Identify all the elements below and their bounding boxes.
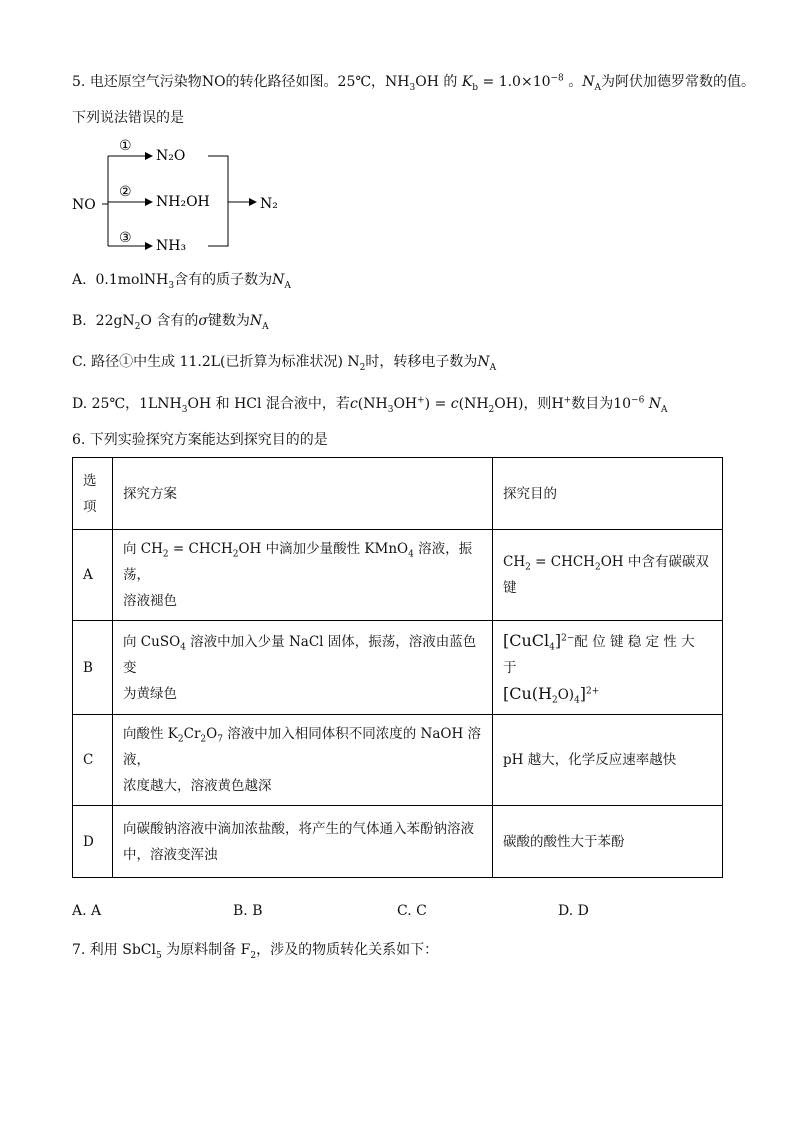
header-scheme: 探究方案 <box>113 458 493 530</box>
q5-option-c: C. 路径①中生成 11.2L(已折算为标准状况) $N_2$时，转移电子数为$N_A$ <box>72 354 497 373</box>
row-scheme: 向 CuSO$_4$ 溶液中加入少量 NaCl 固体，振荡，溶液由蓝色变 为黄绿色 <box>113 621 493 715</box>
row-option: D <box>73 806 113 878</box>
merge-bracket <box>208 156 228 246</box>
product-nh2oh: NH₂OH <box>156 194 210 210</box>
route-1-label: ① <box>119 138 132 154</box>
q6-title: 6. 下列实验探究方案能达到探究目的的是 <box>72 432 328 448</box>
row-purpose: [CuCl$_4$]$^{2-}$配 位 键 稳 定 性 大 于 $[Cu(H_2O)_4]^{2+}$ <box>493 621 723 715</box>
choice-a: A. A <box>72 903 102 919</box>
route-3-label: ③ <box>119 230 132 246</box>
row-scheme: 向 $CH_2$ = $CHCH_2OH$ 中滴加少量酸性 KMnO$_4$ 溶液，振荡， 溶液褪色 <box>113 530 493 621</box>
q5-option-a: A. 0.1molNH$_3$含有的质子数为$N_A$ <box>72 272 291 291</box>
row-purpose: 碳酸的酸性大于苯酚 <box>493 806 723 878</box>
row-purpose: $CH_2$ = $CHCH_2OH$ 中含有碳碳双 键 <box>493 530 723 621</box>
q6-table <box>72 457 723 878</box>
choice-d: D. D <box>558 903 589 919</box>
q5-option-b: B. $22gN_2O$ 含有的σ键数为$N_A$ <box>72 313 269 332</box>
row-scheme: 向酸性 $K_2Cr_2O_7$ 溶液中加入相同体积不同浓度的 NaOH 溶液， 浓度越大，溶液黄色越深 <box>113 715 493 806</box>
final-n2: N₂ <box>260 196 278 212</box>
table-row <box>73 806 723 878</box>
product-n2o: N₂O <box>156 148 186 164</box>
choice-c: C. C <box>397 903 427 919</box>
q5-option-d: D. 25℃，$1LNH_3OH$ 和 HCl 混合液中，若$c(NH_3OH^+) = c(NH_2OH)$，则H+数目为$10^{-6}$ $N_A$ <box>72 395 668 415</box>
q6-choices <box>72 903 722 923</box>
header-purpose: 探究目的 <box>493 458 723 530</box>
reaction-path-diagram <box>68 134 298 252</box>
table-row <box>73 621 723 715</box>
route-2-label: ② <box>119 184 132 200</box>
q7-stem: 7. 利用 SbCl$_5$ 为原料制备 $F_2$，涉及的物质转化关系如下： <box>72 942 439 961</box>
reactant-no: NO <box>72 197 96 213</box>
table-row <box>73 715 723 806</box>
table-header-row <box>73 458 723 530</box>
product-nh3: NH₃ <box>156 238 187 252</box>
header-option: 选 项 <box>73 458 113 530</box>
row-option: C <box>73 715 113 806</box>
q5-stem-line2: 下列说法错误的是 <box>72 110 184 126</box>
choice-b: B. B <box>233 903 263 919</box>
row-purpose: pH 越大，化学反应速率越快 <box>493 715 723 806</box>
q5-stem: 5. 电还原空气污染物NO的转化路径如图。25℃，$NH_3OH$ 的 $K_b = 1.0\times 10^{-8}$ 。$N_A$为阿伏加德罗常数的值。 <box>72 73 755 93</box>
row-option: B <box>73 621 113 715</box>
row-scheme: 向碳酸钠溶液中滴加浓盐酸，将产生的气体通入苯酚钠溶液 中，溶液变浑浊 <box>113 806 493 878</box>
table-row <box>73 530 723 621</box>
row-option: A <box>73 530 113 621</box>
